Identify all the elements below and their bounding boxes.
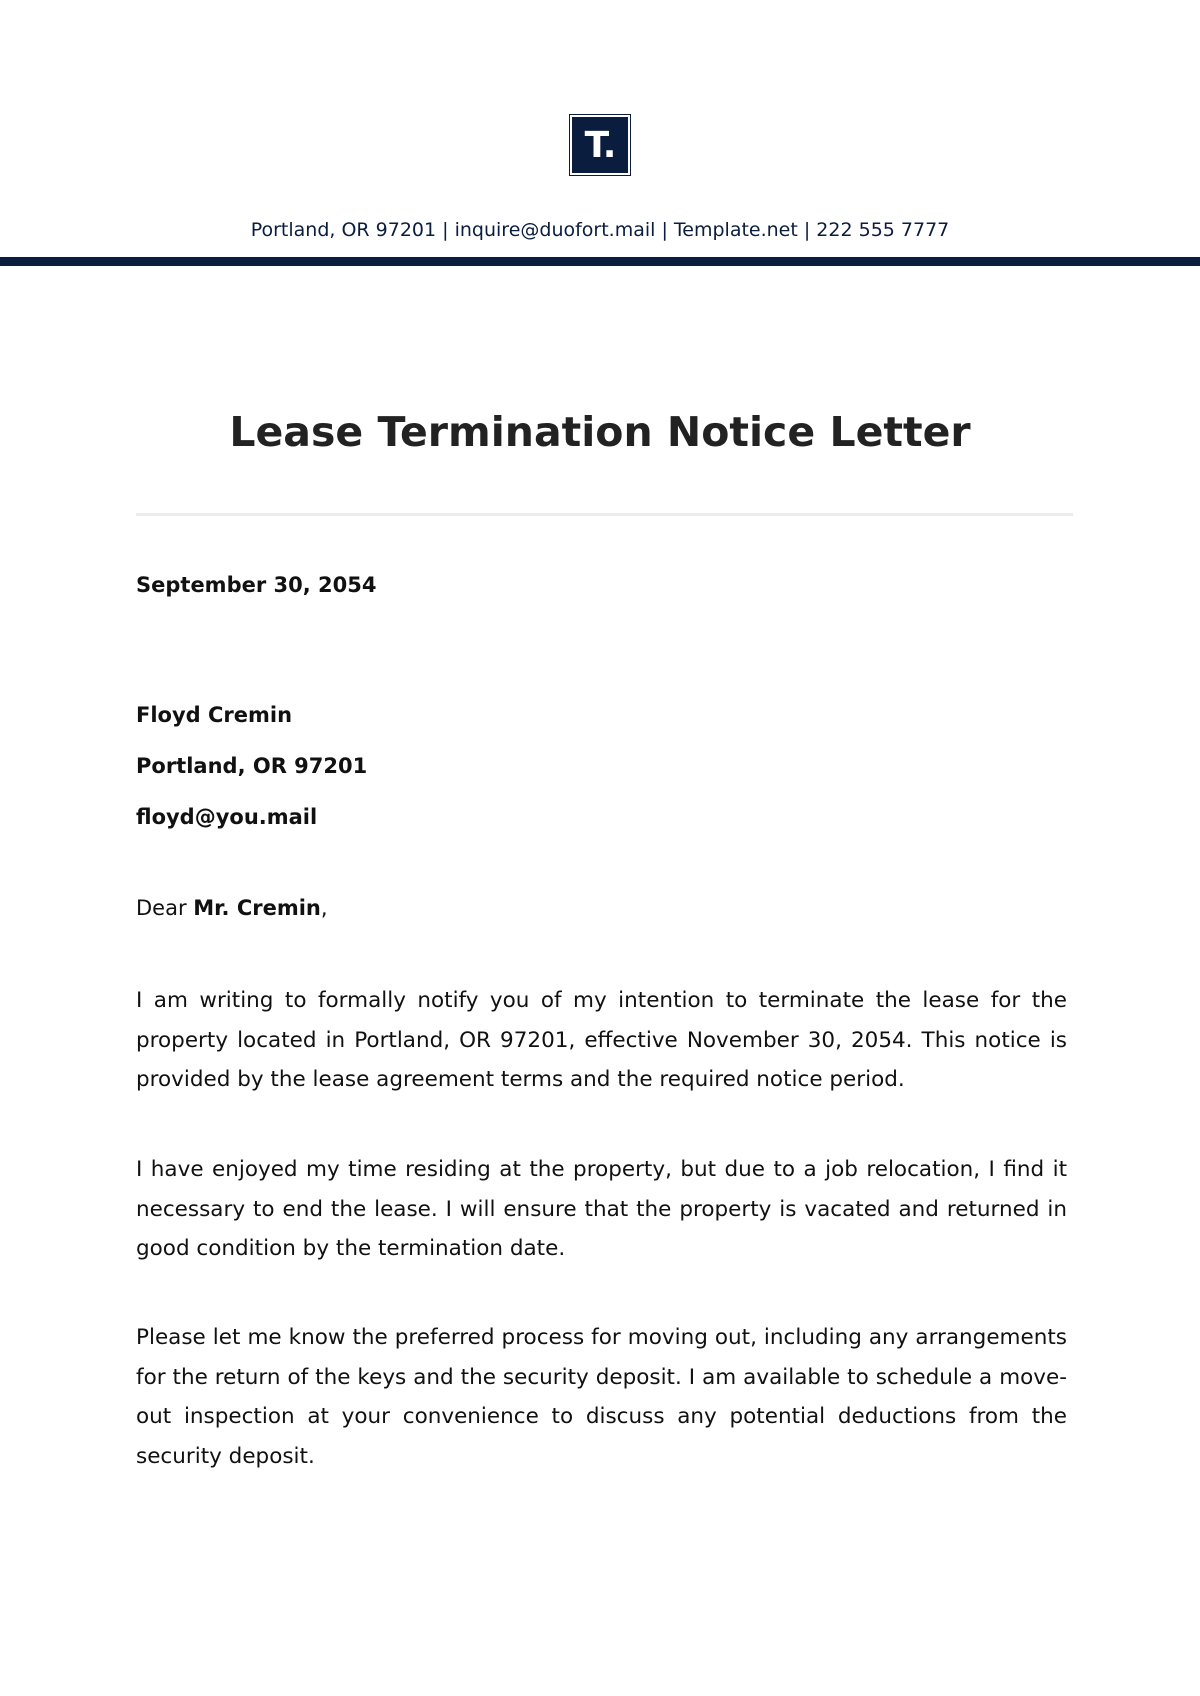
body-paragraph-3: Please let me know the preferred process for moving out, including any arrangements for the return of the keys and the security deposit. I am available to schedule a move-out inspection at your convenience to discuss any potential deductions from the security deposit. [136, 1325, 1067, 1469]
header-divider-bar [0, 257, 1200, 266]
company-logo [569, 114, 631, 176]
salutation-name: Mr. Cremin [193, 896, 321, 920]
recipient-email: floyd@you.mail [136, 805, 318, 829]
salutation-punctuation: , [320, 896, 328, 920]
body-paragraph-2: I have enjoyed my time residing at the property, but due to a job relocation, I find it necessary to end the lease. I will ensure that the property is vacated and returned in good condition by the termination date. [136, 1157, 1067, 1261]
page-title: Lease Termination Notice Letter [229, 408, 971, 456]
logo-letter: T. [572, 117, 628, 173]
recipient-address: Portland, OR 97201 [136, 754, 368, 778]
letter-date: September 30, 2054 [136, 573, 377, 597]
title-divider [136, 513, 1073, 516]
header-contact-line: Portland, OR 97201 | inquire@duofort.mail | Template.net | 222 555 7777 [250, 219, 950, 241]
salutation [136, 896, 1067, 920]
salutation-greeting: Dear [136, 896, 187, 920]
body-paragraph-1: I am writing to formally notify you of my intention to terminate the lease for the property located in Portland, OR 97201, effective November 30, 2054. This notice is provided by the lease agreement terms and the required notice period. [136, 988, 1067, 1092]
recipient-name: Floyd Cremin [136, 703, 293, 727]
